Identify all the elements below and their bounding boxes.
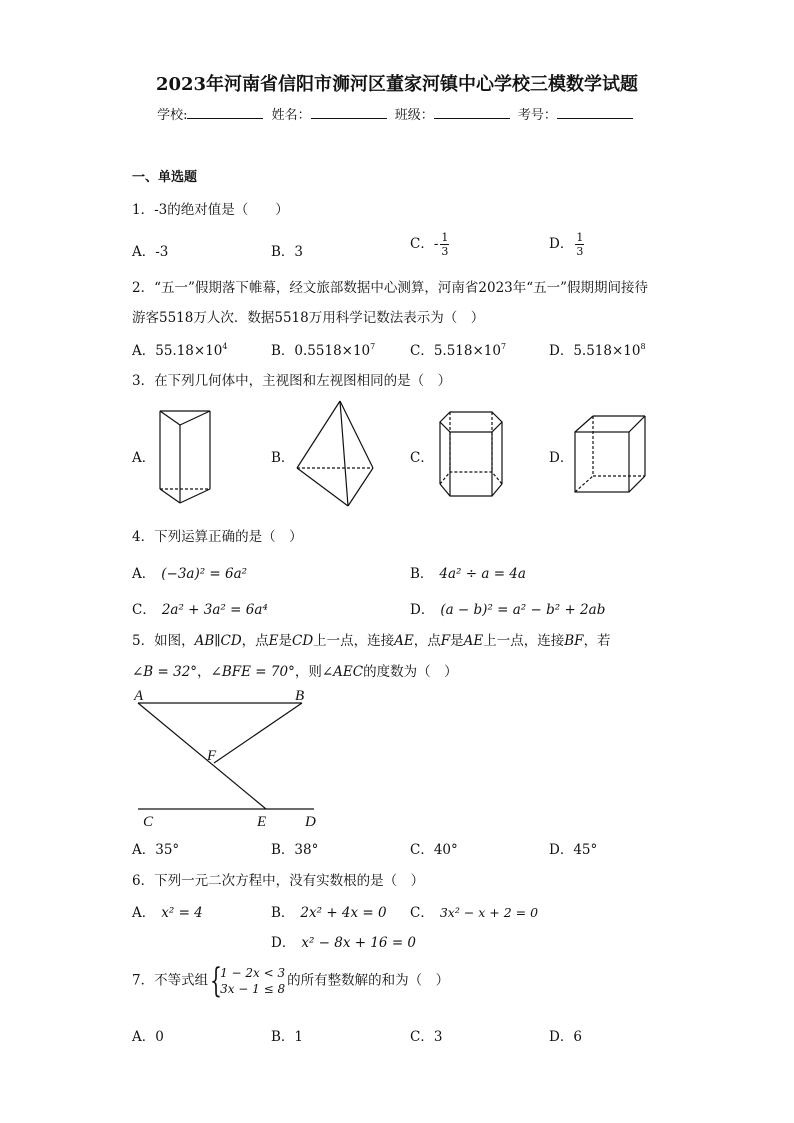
question-2-line2: 游客5518万人次．数据5518万用科学记数法表示为（ ） [132,310,485,326]
q5-option-c: C．40° [410,842,458,858]
question-5-line2 [132,660,458,680]
label-b: B [295,688,305,704]
q5-option-a: A．35° [132,842,180,858]
inequality-system [210,961,286,1001]
math: AB∥CD [194,633,242,649]
q3-option-b: B． [271,450,295,466]
q1-option-a: A．-3 [132,244,169,260]
text: ，则 [294,664,322,680]
student-info-line [0,104,794,123]
question-6-stem: 6．下列一元二次方程中，没有实数根的是（ ） [132,873,425,889]
exponent: 8 [640,342,646,351]
q6-option-d-expr: x² − 8x + 16 = 0 [301,935,417,951]
exponent: 4 [222,342,228,351]
text: ， [197,664,211,680]
fraction-numerator: 1 [441,231,449,244]
q2-option-d-text: D．5.518×10 [549,343,641,359]
q2-option-d [549,339,646,359]
q4-option-d-label: D． [410,602,435,618]
hexagonal-prism-figure [436,408,506,500]
question-3-stem: 3．在下列几何体中，主视图和左视图相同的是（ ） [132,373,452,389]
q2-option-b-text: B．0.5518×10 [271,343,371,359]
fraction-numerator: 1 [576,231,584,244]
label-c: C [143,814,154,830]
q6-option-c-expr: 3x² − x + 2 = 0 [439,905,539,920]
number-blank [557,106,633,119]
section-heading: 一、单选题 [132,170,198,185]
q6-option-b-label: B． [271,905,295,921]
q2-option-b [271,339,375,359]
q7-option-c: C．3 [410,1029,443,1045]
q7-option-d: D．6 [549,1029,582,1045]
math: ∠BFE = 70° [210,664,295,680]
label-d: D [305,814,316,830]
q4-option-a-expr: (−3a)² = 6a² [161,566,248,582]
q4-option-d-expr: (a − b)² = a² − b² + 2ab [440,602,606,618]
q1-option-d-prefix: D． [549,236,574,252]
math: AE [463,633,484,649]
math: BF [564,633,584,649]
class-label: 班级： [394,108,434,123]
q2-option-c [410,339,506,359]
triangular-pyramid-figure [294,398,376,510]
parallel-lines-figure [128,684,328,830]
q4-option-b-expr: 4a² ÷ a = 4a [439,566,526,582]
label-e: E [257,814,267,830]
fraction-denominator: 3 [441,245,449,258]
text: 上一点，连接 [483,633,565,649]
fraction-denominator: 3 [576,245,584,258]
q2-option-a-text: A．55.18×10 [132,343,223,359]
q2-option-c-text: C．5.518×10 [410,343,501,359]
q4-option-b [410,562,526,582]
math: ∠AEC [321,664,364,680]
text: 的所有整数解的和为（ ） [287,972,450,989]
q4-option-c [132,598,268,618]
q1-option-b: B．3 [271,244,304,260]
triangular-prism-figure [158,405,214,505]
q6-option-a-expr: x² = 4 [161,905,203,921]
q3-option-c: C． [410,450,434,466]
question-2-line1: 2．“五一”假期落下帷幕，经文旅部数据中心测算，河南省2023年“五一”假期期间接待 [132,280,649,296]
inequality-2: 3x − 1 ≤ 8 [220,982,286,996]
math: CD [292,633,314,649]
q7-option-b: B．1 [271,1029,304,1045]
question-5-line1 [132,629,611,649]
q3-option-a: A． [132,450,156,466]
text: 是 [450,633,464,649]
label-a: A [134,688,144,704]
q4-option-a [132,562,247,582]
question-4-stem: 4．下列运算正确的是（ ） [132,529,303,545]
name-blank [311,106,387,119]
class-blank [434,106,510,119]
left-brace: { [210,961,222,1001]
exponent: 7 [370,342,376,351]
q6-option-c-label: C． [410,905,434,921]
q6-option-b [271,901,387,921]
q1-option-d [549,231,584,258]
q3-option-d: D． [549,450,574,466]
paper-title: 2023年河南省信阳市浉河区董家河镇中心学校三模数学试题 [155,74,639,95]
q4-option-c-expr: 2a² + 3a² = 6a⁴ [161,602,268,618]
q1-option-c-prefix: C．- [410,236,439,252]
text: 7．不等式组 [132,972,209,989]
q7-option-a: A．0 [132,1029,164,1045]
text: ，若 [583,633,611,649]
q6-option-a-label: A． [132,905,156,921]
fraction [440,231,449,258]
inequality-1: 1 − 2x < 3 [220,966,286,980]
q4-option-c-label: C． [132,602,156,618]
q6-option-d-label: D． [271,935,296,951]
q5-option-d: D．45° [549,842,598,858]
q6-option-d [271,931,416,951]
question-7-stem [132,961,450,1001]
math: AE [394,633,414,649]
q1-option-c [410,231,449,258]
text: 5．如图， [132,633,195,649]
school-blank [187,106,263,119]
text: ，点 [241,633,269,649]
number-label: 考号： [517,108,557,123]
exponent: 7 [500,342,507,351]
label-f: F [207,748,217,764]
text: 的度数为（ ） [363,664,458,680]
q6-option-c [410,901,538,921]
fraction [575,231,584,258]
name-label: 姓名： [271,108,311,123]
q4-option-b-label: B． [410,566,434,582]
q4-option-a-label: A． [132,566,156,582]
q6-option-b-expr: 2x² + 4x = 0 [300,905,387,921]
q5-option-b: B．38° [271,842,319,858]
math: ∠B = 32° [132,664,198,680]
school-label: 学校: [157,108,188,123]
q4-option-d [410,598,605,618]
question-1-stem: 1．-3的绝对值是（ ） [132,202,289,218]
text: ，点 [413,633,441,649]
cube-figure [573,414,649,496]
text: 上一点，连接 [313,633,395,649]
q2-option-a [132,339,227,359]
math: F [440,633,451,649]
math: E [268,633,279,649]
text: 是 [278,633,293,649]
q6-option-a [132,901,203,921]
